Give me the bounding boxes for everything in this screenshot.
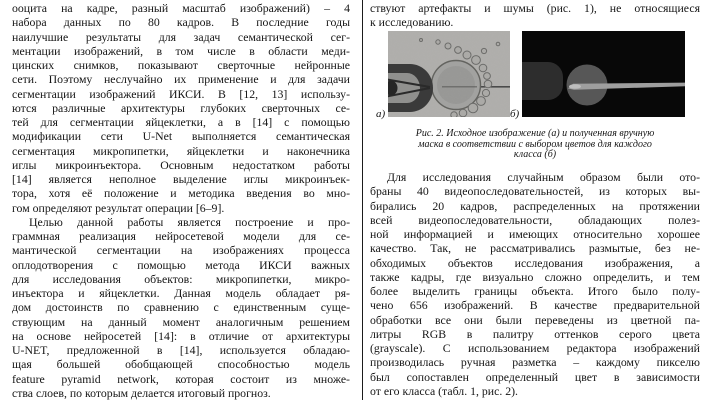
text-line: сети. Поэтому неслучайно их применение и для задачи	[12, 72, 350, 87]
figure-caption	[370, 129, 700, 161]
text-line: граммная реализация нейросетевой модели для се-	[12, 229, 350, 243]
figure-2b-mask	[522, 31, 685, 117]
text-line: Рис. 2. Исходное изображение (а) и полученная вручную	[415, 128, 655, 139]
text-line: ооцита на кадре, разный масштаб изображений) – 4	[12, 1, 350, 15]
text-line: обходимых объектов исследования изображения, а	[370, 255, 700, 270]
text-line: набора данных по 80 кадров. В последние годы	[12, 15, 350, 30]
mask-needle-tip	[569, 84, 581, 89]
text-line: щая большей обобщающей способностью модель	[12, 357, 350, 372]
text-line: всей видеопоследовательности, обладающих полез-	[370, 212, 700, 227]
text-line: тора, хотя её положение и методика введения во мно-	[12, 186, 350, 201]
text-line: был сопоставлен определенный цвет в зависимости	[370, 369, 700, 384]
text-line: мантической сегментации на изображениях процесса	[12, 243, 350, 258]
text-line: гом определяют результат операции [6–9].	[12, 200, 225, 215]
text-line: модификации сети U-Net выполняется семантическая	[12, 129, 350, 144]
text-line: к исследованию.	[370, 15, 454, 30]
text-line: [14] является неполное выделение иглы микроинъек-	[12, 172, 350, 186]
text-line: производилась ручная разметка – каждому пикселю	[370, 355, 700, 370]
text-line: сегментации изображений ИКСИ. В [12, 13] использу-	[12, 86, 350, 101]
text-line: тей для сегментации яйцеклетки, а в [14] с помощью	[12, 115, 350, 129]
paragraph	[370, 170, 700, 398]
text-line: feature pyramid network, которая состоит из множе-	[12, 371, 350, 386]
text-line: для исследования объектов: микропипетки, микро-	[12, 271, 350, 286]
text-line: ствующим на данный момент аналогичным решением	[12, 314, 350, 329]
text-line: более выделить границы объекта. Итого было полу-	[370, 284, 700, 298]
text-line: ментации изображений, в том числе в области меди-	[12, 43, 350, 58]
text-line: инъектора и яйцеклетки. Данная модель обладает ря-	[12, 286, 350, 300]
text-line: U-NET, предложенной в [14], используется обладаю-	[12, 343, 350, 357]
text-line: класса (б)	[513, 149, 557, 161]
text-line: качество. Так, не рассматривались размытые, без не-	[370, 241, 700, 256]
text-line: ствуют артефакты и шумы (рис. 1), не относящиеся	[370, 1, 700, 15]
paragraph	[12, 215, 350, 400]
figure-2a-photo	[388, 31, 510, 117]
text-line: наилучшие результаты для задач семантической сег-	[12, 29, 350, 44]
text-line: обработки все они были переведены из цветной па-	[370, 312, 700, 327]
text-line: (grayscale). С использованием редактора изображений	[370, 341, 700, 355]
text-line: ства слоев, по которым делается итоговый прогноз.	[12, 385, 271, 400]
oocyte-cell	[432, 61, 481, 110]
figure-2	[370, 1, 700, 161]
left-text-column	[12, 1, 350, 400]
holding-pipette	[388, 64, 433, 112]
right-text-column	[370, 1, 700, 400]
text-line: маска в соответствии с выбором цветов для каждого	[418, 138, 652, 150]
text-line: литры RGB в палитру оттенков серого цвета	[370, 326, 700, 341]
text-line: Для исследования случайным образом были ото-	[387, 170, 700, 184]
text-line: иглы микроинъектора. Основным недостатком работы	[12, 157, 350, 172]
text-line: дом достоинств по сравнению с единственным суще-	[12, 300, 350, 315]
text-line: ной информацией и имеющих относительно хорошее	[370, 227, 700, 241]
mask-pipette-region	[522, 62, 563, 100]
text-line: бирались 20 кадров, распределенных на протяжении	[370, 198, 700, 213]
figure-label-b: б)	[510, 108, 520, 120]
text-line: браны 40 видеопоследовательностей, из которых вы-	[370, 184, 700, 199]
text-line: от его класса (табл. 1, рис. 2).	[370, 383, 519, 398]
figure-label-a: а)	[376, 108, 386, 120]
text-line: цинских снимков, показывают сверточные нейронные	[12, 58, 350, 72]
paragraph	[12, 1, 350, 215]
text-line: оплодотворения с помощью метода ИКСИ важных	[12, 257, 350, 272]
text-line: чено 656 изображений. В качестве предварительной	[370, 298, 700, 313]
column-divider-rule	[362, 0, 363, 400]
text-line: ются различные архитектуры глубоких сверточных се-	[12, 100, 350, 115]
text-line: на основе нейросетей [14]: в отличие от архитектуры	[12, 328, 350, 343]
text-line: сегментация микропипетки, яйцеклетки и наконечника	[12, 143, 350, 158]
text-line: также кадры, где визуально сложно определить, и тем	[370, 269, 700, 284]
text-line: Целью данной работы является построение и про-	[29, 214, 350, 229]
